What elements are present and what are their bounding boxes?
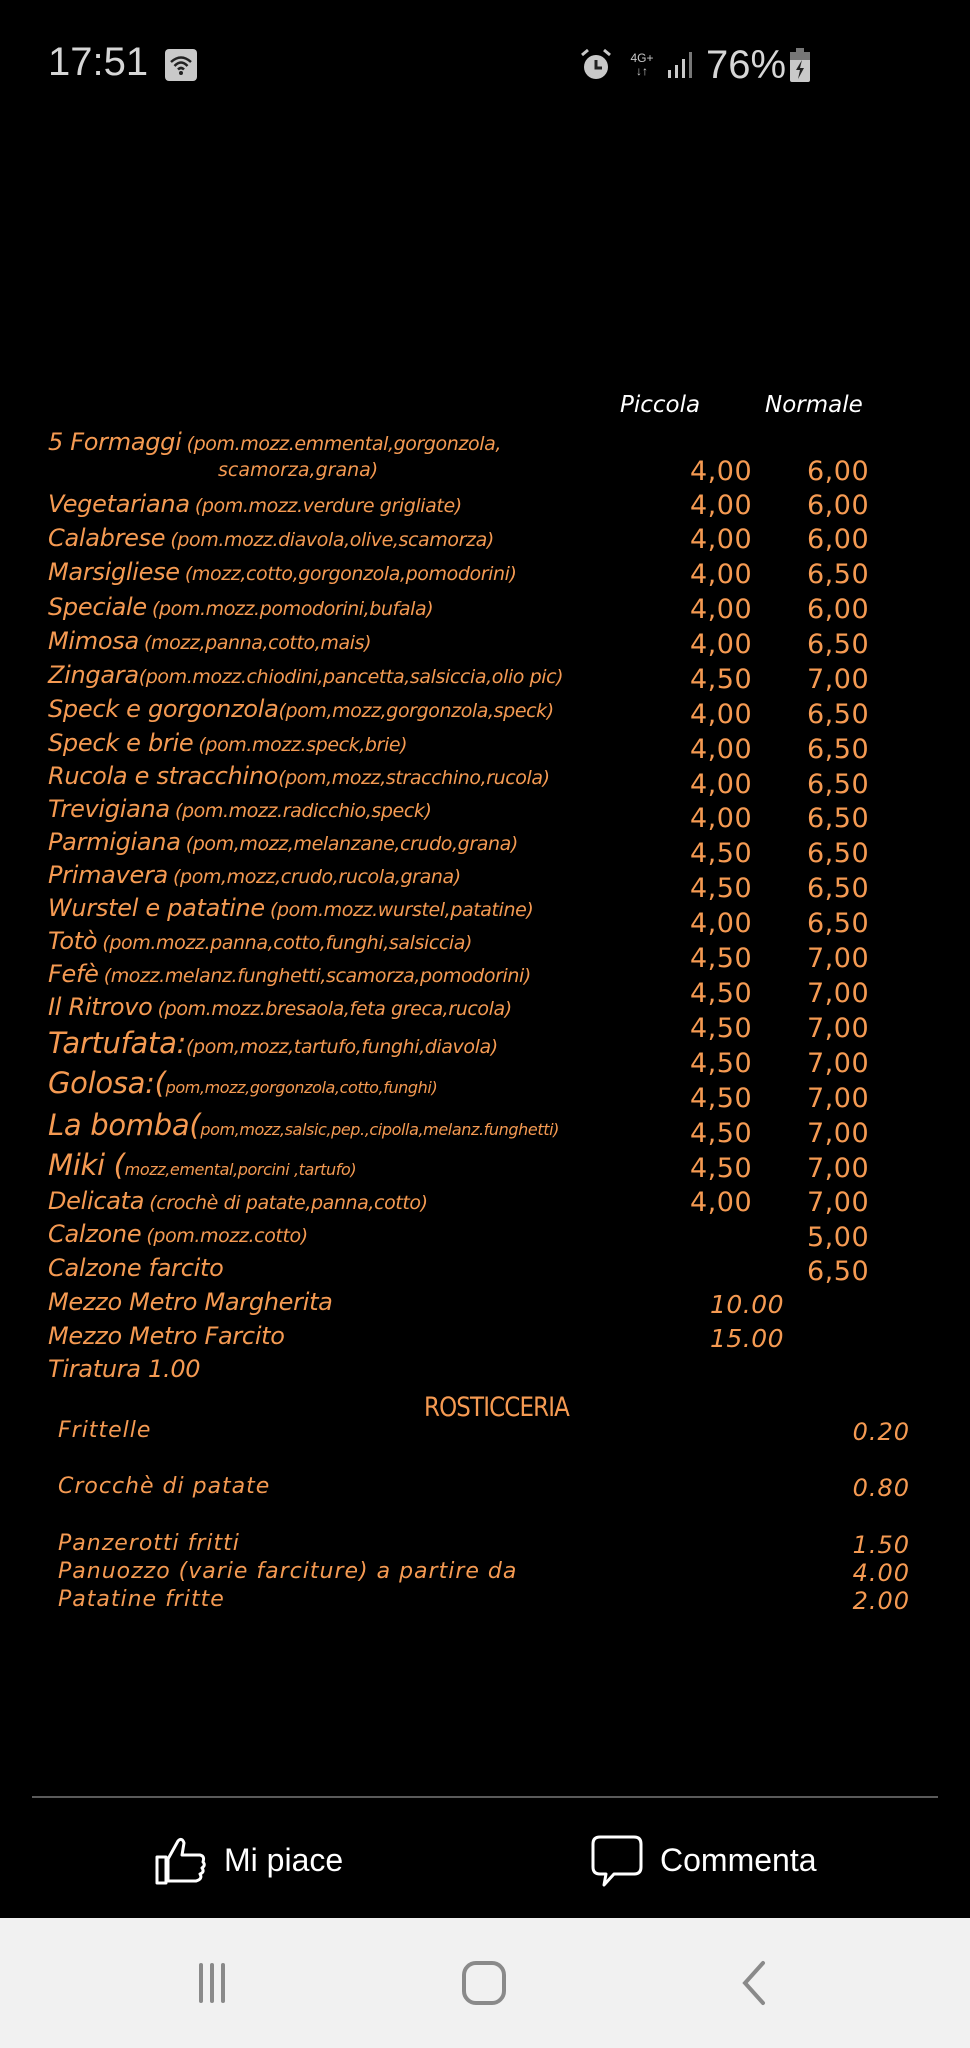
menu-item-special: Mezzo Metro Farcito	[48, 1322, 285, 1350]
price-small: 4,00	[690, 524, 753, 555]
menu-item: Fefè (mozz.melanz.funghetti,scamorza,pomodorini)	[48, 960, 531, 988]
price-normal: 7,00	[807, 1083, 870, 1114]
price-small: 4,50	[690, 1048, 753, 1079]
price-small: 4,50	[690, 1083, 753, 1114]
price-small: 4,00	[690, 769, 753, 800]
price-small: 4,50	[690, 943, 753, 974]
menu-item: Trevigiana (pom.mozz.radicchio,speck)	[48, 795, 432, 823]
special-price: 10.00	[710, 1290, 785, 1319]
price-normal: 6,50	[807, 734, 870, 765]
menu-item: Calzone farcito	[48, 1254, 224, 1282]
menu-item: Golosa:(pom,mozz,gorgonzola,cotto,funghi)	[48, 1066, 438, 1100]
price-normal: 6,50	[807, 803, 870, 834]
price-normal: 7,00	[807, 1118, 870, 1149]
rosticceria-item: Crocchè di patate 0.80	[58, 1474, 910, 1502]
comment-bubble-icon	[590, 1833, 644, 1887]
price-normal: 6,50	[807, 559, 870, 590]
menu-item: Totò (pom.mozz.panna,cotto,funghi,salsiccia)	[48, 927, 473, 955]
price-small: 4,00	[690, 1187, 753, 1218]
rosticceria-item: Panzerotti fritti 1.50	[58, 1531, 910, 1559]
rosticceria-item: Frittelle 0.20	[58, 1418, 910, 1446]
price-small: 4,00	[690, 629, 753, 660]
menu-item: Zingara(pom.mozz.chiodini,pancetta,salsiccia,olio pic)	[48, 661, 564, 689]
price-small: 4,00	[690, 456, 753, 487]
price-small: 4,00	[690, 699, 753, 730]
comment-label: Commenta	[660, 1841, 817, 1878]
menu-item: La bomba(pom,mozz,salsic,pep.,cipolla,melanz.funghetti)	[48, 1108, 559, 1142]
price-small: 4,50	[690, 873, 753, 904]
back-button[interactable]	[724, 1958, 784, 2008]
price-small: 4,00	[690, 803, 753, 834]
menu-item: Calabrese (pom.mozz.diavola,olive,scamorza)	[48, 524, 494, 552]
battery-percent: 76%	[706, 42, 787, 87]
price-small: 4,50	[690, 664, 753, 695]
divider	[32, 1796, 938, 1798]
section-title-rosticceria: ROSTICCERIA	[424, 1392, 569, 1423]
rosticceria-item: Patatine fritte 2.00	[58, 1587, 910, 1615]
menu-item: Miki (mozz,emental,porcini ,tartufo)	[48, 1148, 357, 1182]
status-time: 17:51	[48, 40, 149, 84]
price-normal: 7,00	[807, 1013, 870, 1044]
price-normal: 6,50	[807, 838, 870, 869]
price-normal: 5,00	[807, 1222, 870, 1253]
like-button[interactable]	[154, 1830, 343, 1890]
price-normal: 6,50	[807, 873, 870, 904]
price-normal: 7,00	[807, 1153, 870, 1184]
price-small: 4,00	[690, 490, 753, 521]
post-action-bar	[0, 1800, 970, 1918]
back-chevron-icon	[739, 1960, 769, 2006]
menu-item: Calzone (pom.mozz.cotto)	[48, 1220, 308, 1248]
price-small: 4,00	[690, 559, 753, 590]
price-normal: 6,50	[807, 908, 870, 939]
menu-item: Vegetariana (pom.mozz.verdure grigliate)	[48, 490, 462, 518]
menu-item: Primavera (pom,mozz,crudo,rucola,grana)	[48, 861, 461, 889]
price-small: 4,50	[690, 1118, 753, 1149]
price-normal: 6,50	[807, 769, 870, 800]
menu-item: 5 Formaggi (pom.mozz.emmental,gorgonzola,	[48, 428, 501, 456]
price-small: 4,50	[690, 838, 753, 869]
price-normal: 7,00	[807, 943, 870, 974]
special-price: 15.00	[710, 1324, 785, 1353]
system-nav-bar	[0, 1918, 970, 2048]
price-small: 4,50	[690, 1153, 753, 1184]
price-normal: 7,00	[807, 978, 870, 1009]
price-small: 4,00	[690, 734, 753, 765]
price-normal: 7,00	[807, 1048, 870, 1079]
network-type: 4G+ ↓↑	[630, 51, 654, 78]
home-button[interactable]	[454, 1958, 514, 2008]
menu-item: Il Ritrovo (pom.mozz.bresaola,feta greca,rucola)	[48, 993, 512, 1021]
like-label: Mi piace	[224, 1841, 344, 1878]
comment-button[interactable]	[590, 1830, 817, 1890]
menu-item-special: Tiratura 1.00	[48, 1355, 201, 1383]
price-small: 4,50	[690, 1013, 753, 1044]
menu-item: Marsigliese (mozz,cotto,gorgonzola,pomodorini)	[48, 558, 517, 586]
price-normal: 7,00	[807, 664, 870, 695]
price-normal: 6,00	[807, 490, 870, 521]
menu-item: Parmigiana (pom,mozz,melanzane,crudo,grana)	[48, 828, 518, 856]
menu-item-special: Mezzo Metro Margherita	[48, 1288, 333, 1316]
menu-item: Speck e gorgonzola(pom,mozz,gorgonzola,speck)	[48, 695, 554, 723]
price-small: 4,00	[690, 908, 753, 939]
menu-item: Tartufata:(pom,mozz,tartufo,funghi,diavola)	[48, 1026, 498, 1060]
price-normal: 6,50	[807, 1256, 870, 1287]
price-small: 4,50	[690, 978, 753, 1009]
price-small: 4,00	[690, 594, 753, 625]
column-header-normale: Normale	[765, 392, 863, 418]
home-icon	[461, 1960, 507, 2006]
rosticceria-item: Panuozzo (varie farciture) a partire da 4.00	[58, 1559, 910, 1587]
column-header-piccola: Piccola	[620, 392, 701, 418]
thumbs-up-icon	[154, 1833, 208, 1887]
price-normal: 6,50	[807, 699, 870, 730]
menu-item: Delicata (crochè di patate,panna,cotto)	[48, 1187, 428, 1215]
menu-item: Wurstel e patatine (pom.mozz.wurstel,patatine)	[48, 894, 534, 922]
menu-item: Speck e brie (pom.mozz.speck,brie)	[48, 729, 408, 757]
recent-apps-button[interactable]	[182, 1958, 242, 2008]
menu-item: Rucola e stracchino(pom,mozz,stracchino,rucola)	[48, 762, 550, 790]
price-normal: 6,00	[807, 594, 870, 625]
menu-item: Mimosa (mozz,panna,cotto,mais)	[48, 627, 372, 655]
menu-item: Speciale (pom.mozz.pomodorini,bufala)	[48, 593, 434, 621]
price-normal: 6,50	[807, 629, 870, 660]
price-normal: 7,00	[807, 1187, 870, 1218]
price-normal: 6,00	[807, 456, 870, 487]
recent-apps-icon	[192, 1961, 232, 2005]
price-normal: 6,00	[807, 524, 870, 555]
menu-item-desc-cont: scamorza,grana)	[218, 459, 379, 481]
